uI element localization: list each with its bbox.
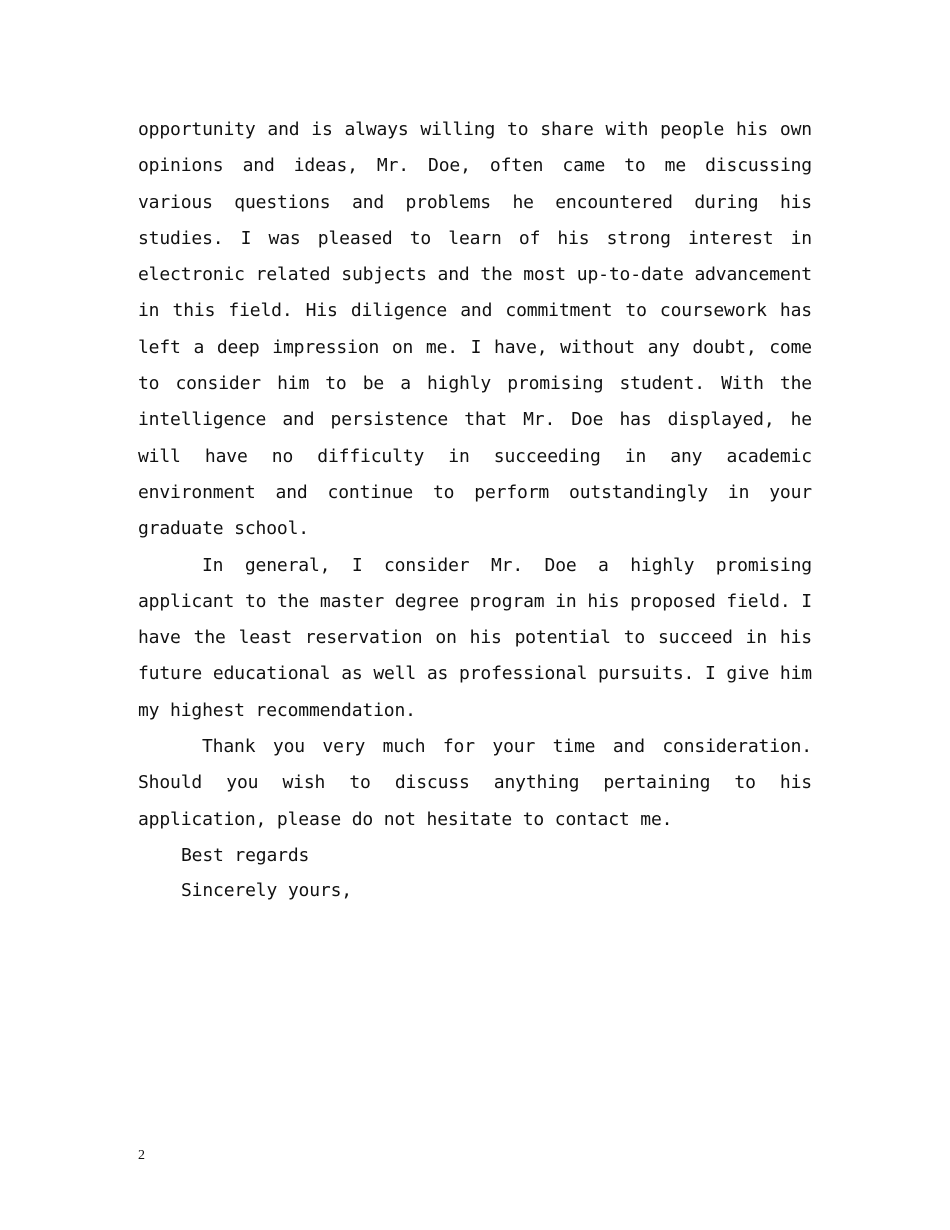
body-paragraph: opportunity and is always willing to share with people his own opinions and ideas, Mr. Doe, often came to me discussing various questions and problems he encountered during his studies. I was pleased to learn of his strong interest in electronic related subjects and the most up-to-date advancement in this field. His diligence and commitment to coursework has left a deep impression on me. I have, without any doubt, come to consider him to be a highly promising student. With the intelligence and persistence that Mr. Doe has displayed, he will have no difficulty in succeeding in any academic environment and continue to perform outstandingly in your graduate school. [138,119,812,540]
body-paragraph: Thank you very much for your time and consideration. Should you wish to discuss anything pertaining to his application, please do not hesitate to contact me. [138,736,812,830]
closing-best-regards: Best regards [181,844,310,866]
page-number: 2 [138,1148,145,1163]
closing-sincerely: Sincerely yours, [181,879,352,901]
letter-body [138,112,812,908]
body-paragraph: In general, I consider Mr. Doe a highly promising applicant to the master degree program in his proposed field. I have the least reservation on his potential to succeed in his future educational as well as professional pursuits. I give him my highest recommendation. [138,554,812,721]
